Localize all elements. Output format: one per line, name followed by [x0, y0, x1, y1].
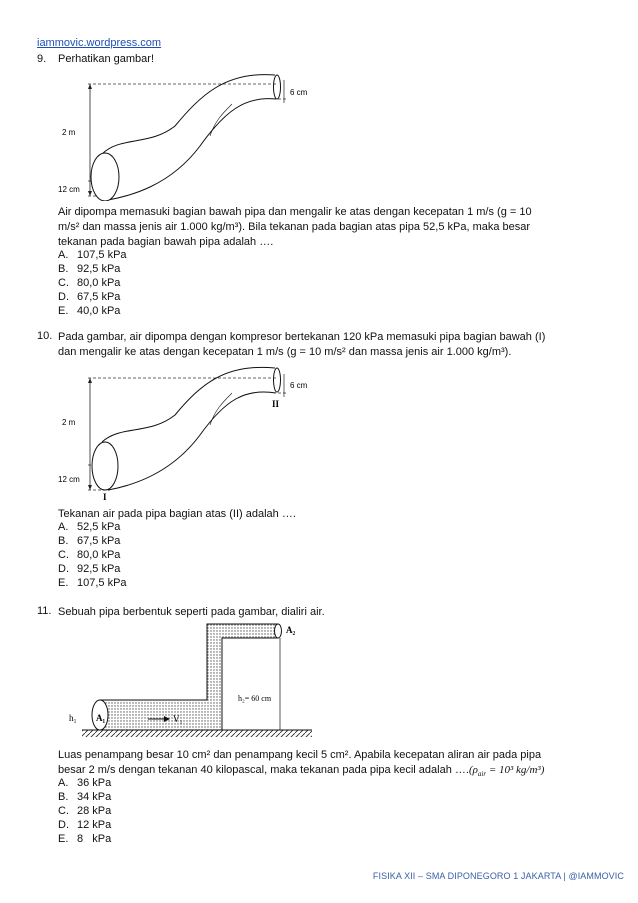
- option-letter: A.: [58, 249, 69, 261]
- q10-option-c[interactable]: [58, 549, 258, 561]
- option-letter: B.: [58, 535, 69, 547]
- q10-option-a[interactable]: [58, 521, 258, 533]
- q9-option-e[interactable]: [58, 305, 258, 317]
- formula-rho: (ρ: [468, 764, 478, 776]
- q9-option-b[interactable]: [58, 263, 258, 275]
- option-text: 52,5 kPa: [77, 521, 121, 533]
- q10-prompt-line-1: Pada gambar, air dipompa dengan kompresor bertekanan 120 kPa memasuki pipa bagian bawah (I): [58, 331, 546, 343]
- q9-body-line-3: tekanan pada bagian bawah pipa adalah ….: [58, 236, 274, 248]
- option-text: 28 kPa: [77, 805, 112, 817]
- option-text: 67,5 kPa: [77, 535, 121, 547]
- option-letter: C.: [58, 549, 69, 561]
- q10-option-e[interactable]: [58, 577, 258, 589]
- q9-body-line-1: Air dipompa memasuki bagian bawah pipa dan mengalir ke atas dengan kecepatan 1 m/s (g = 10: [58, 206, 532, 218]
- option-text: 8 kPa: [77, 833, 112, 845]
- q10-option-d[interactable]: [58, 563, 258, 575]
- q9-label-12cm: 12 cm: [58, 185, 80, 194]
- option-letter: B.: [58, 791, 69, 803]
- option-letter: A.: [58, 521, 69, 533]
- q9-number: 9.: [37, 53, 47, 65]
- option-text: 36 kPa: [77, 777, 112, 789]
- q9-label-2m: 2 m: [62, 128, 76, 137]
- option-text: 67,5 kPa: [77, 291, 121, 303]
- option-letter: E.: [58, 577, 69, 589]
- q11-body-line-1: Luas penampang besar 10 cm² dan penampang kecil 5 cm². Apabila kecepatan aliran air pada pipa: [58, 749, 542, 761]
- option-text: 80,0 kPa: [77, 277, 121, 289]
- q11-label-h2: h₂= 60 cm: [238, 694, 272, 703]
- q11-option-b[interactable]: [58, 791, 258, 803]
- q10-label-I: I: [103, 492, 107, 502]
- q11-label-v1: V₁: [173, 714, 183, 724]
- option-letter: A.: [58, 777, 69, 789]
- q11-body-line-2-text: besar 2 m/s dengan tekanan 40 kilopascal, maka tekanan pada pipa kecil adalah ….: [58, 764, 469, 776]
- formula-tail: = 10³ kg/m³): [486, 764, 545, 776]
- q11-label-A2: A₂: [286, 625, 296, 635]
- q10-label-6cm: 6 cm: [290, 381, 308, 390]
- option-letter: E.: [58, 305, 69, 317]
- option-text: 107,5 kPa: [77, 249, 127, 261]
- q11-pipe-figure: [60, 618, 320, 746]
- q11-label-h1: h₁: [69, 713, 77, 723]
- option-text: 40,0 kPa: [77, 305, 121, 317]
- option-text: 80,0 kPa: [77, 549, 121, 561]
- q11-prompt: Sebuah pipa berbentuk seperti pada gambar, dialiri air.: [58, 606, 325, 618]
- q10-label-12cm: 12 cm: [58, 475, 80, 484]
- q9-option-c[interactable]: [58, 277, 258, 289]
- option-text: 92,5 kPa: [77, 563, 121, 575]
- q11-number: 11.: [37, 605, 52, 617]
- q9-prompt: Perhatikan gambar!: [58, 53, 154, 65]
- q10-number: 10.: [37, 330, 53, 342]
- q11-label-A1: A₁: [96, 713, 106, 723]
- option-letter: C.: [58, 277, 69, 289]
- option-letter: E.: [58, 833, 69, 845]
- q11-option-a[interactable]: [58, 777, 258, 789]
- q10-label-II: II: [272, 399, 280, 409]
- q10-option-b[interactable]: [58, 535, 258, 547]
- q11-option-c[interactable]: [58, 805, 258, 817]
- q9-label-6cm: 6 cm: [290, 88, 308, 97]
- q10-label-2m: 2 m: [62, 418, 76, 427]
- option-letter: D.: [58, 563, 69, 575]
- q9-option-a[interactable]: [58, 249, 258, 261]
- q11-option-e[interactable]: [58, 833, 258, 845]
- option-letter: D.: [58, 291, 69, 303]
- option-letter: B.: [58, 263, 69, 275]
- q11-option-d[interactable]: [58, 819, 258, 831]
- q9-body-line-2: m/s² dan massa jenis air 1.000 kg/m³). Bila tekanan pada bagian atas pipa 52,5 kPa, maka besar: [58, 221, 531, 233]
- option-letter: D.: [58, 819, 69, 831]
- q10-pipe-figure: [50, 360, 330, 505]
- site-link[interactable]: iammovic.wordpress.com: [37, 37, 162, 49]
- q10-prompt-line-2: dan mengalir ke atas dengan kecepatan 1 m/s (g = 10 m/s² dan massa jenis air 1.000 kg/m³).: [58, 346, 512, 358]
- option-text: 107,5 kPa: [77, 577, 127, 589]
- option-text: 12 kPa: [77, 819, 112, 831]
- page-footer: FISIKA XII – SMA DIPONEGORO 1 JAKARTA | @IAMMOVIC: [372, 871, 624, 881]
- q10-question: Tekanan air pada pipa bagian atas (II) adalah ….: [58, 508, 296, 520]
- q11-density-formula: [468, 764, 545, 779]
- option-letter: C.: [58, 805, 69, 817]
- q9-pipe-figure: [50, 66, 330, 201]
- option-text: 92,5 kPa: [77, 263, 121, 275]
- option-text: 34 kPa: [77, 791, 112, 803]
- q9-option-d[interactable]: [58, 291, 258, 303]
- formula-sub: air: [477, 770, 487, 779]
